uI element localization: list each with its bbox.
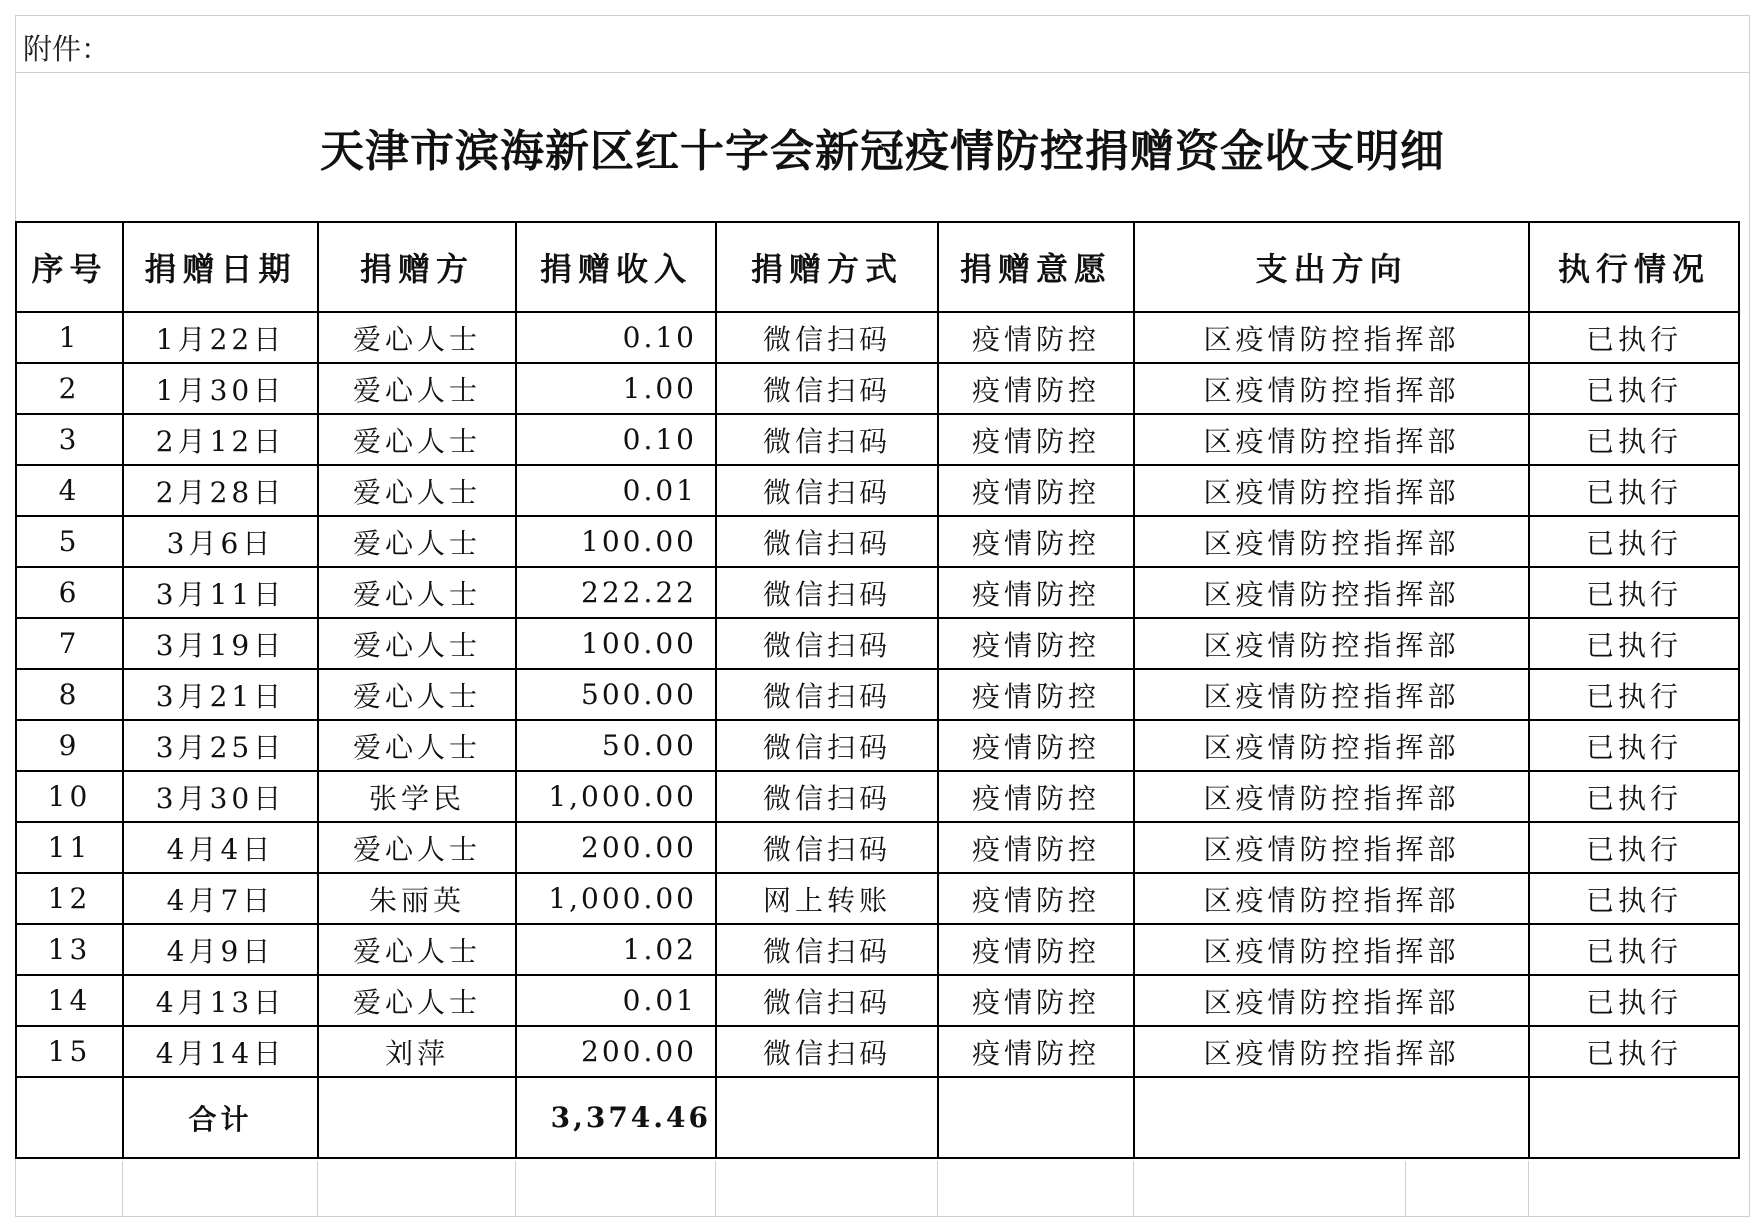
cell-intent: 疫情防控 xyxy=(938,975,1134,1026)
cell-no: 14 xyxy=(16,975,123,1026)
gridline xyxy=(317,1161,318,1216)
cell-donor: 爱心人士 xyxy=(318,312,516,363)
cell-intent: 疫情防控 xyxy=(938,363,1134,414)
cell-status: 已执行 xyxy=(1529,1026,1739,1077)
cell-no: 11 xyxy=(16,822,123,873)
table-row xyxy=(16,669,1739,720)
cell-amount: 50.00 xyxy=(516,720,716,771)
header-date: 捐赠日期 xyxy=(123,222,318,312)
table-row xyxy=(16,363,1739,414)
cell-direction: 区疫情防控指挥部 xyxy=(1134,822,1529,873)
cell-amount: 0.10 xyxy=(516,312,716,363)
cell-no: 12 xyxy=(16,873,123,924)
cell-intent: 疫情防控 xyxy=(938,312,1134,363)
donation-table xyxy=(15,221,1740,1159)
table-row xyxy=(16,1026,1739,1077)
cell-status: 已执行 xyxy=(1529,414,1739,465)
cell-direction: 区疫情防控指挥部 xyxy=(1134,465,1529,516)
cell-date: 3月30日 xyxy=(123,771,318,822)
cell-date: 4月14日 xyxy=(123,1026,318,1077)
cell-status: 已执行 xyxy=(1529,312,1739,363)
gridline xyxy=(715,1161,716,1216)
cell-amount: 1,000.00 xyxy=(516,771,716,822)
cell-no: 1 xyxy=(16,312,123,363)
cell-intent: 疫情防控 xyxy=(938,1026,1134,1077)
spreadsheet-sheet xyxy=(15,15,1750,1217)
cell-date: 3月11日 xyxy=(123,567,318,618)
table-row xyxy=(16,618,1739,669)
cell-direction: 区疫情防控指挥部 xyxy=(1134,975,1529,1026)
cell-status: 已执行 xyxy=(1529,669,1739,720)
table-row xyxy=(16,873,1739,924)
gridline xyxy=(515,1161,516,1216)
header-amount: 捐赠收入 xyxy=(516,222,716,312)
gridline xyxy=(15,1216,1750,1217)
cell-donor: 爱心人士 xyxy=(318,720,516,771)
cell-direction: 区疫情防控指挥部 xyxy=(1134,873,1529,924)
cell-amount: 0.01 xyxy=(516,975,716,1026)
table-row xyxy=(16,771,1739,822)
cell-method: 微信扫码 xyxy=(716,618,938,669)
cell-date: 1月22日 xyxy=(123,312,318,363)
cell-date: 4月7日 xyxy=(123,873,318,924)
cell-donor: 爱心人士 xyxy=(318,414,516,465)
cell-date: 2月12日 xyxy=(123,414,318,465)
cell-donor: 爱心人士 xyxy=(318,516,516,567)
cell-amount: 200.00 xyxy=(516,822,716,873)
cell-donor: 爱心人士 xyxy=(318,975,516,1026)
cell-intent: 疫情防控 xyxy=(938,567,1134,618)
cell-donor: 张学民 xyxy=(318,771,516,822)
cell-amount: 1.00 xyxy=(516,363,716,414)
cell-status: 已执行 xyxy=(1529,567,1739,618)
cell-no: 10 xyxy=(16,771,123,822)
total-amount: 3,374.46 xyxy=(516,1077,716,1158)
total-row xyxy=(16,1077,1739,1158)
cell-status: 已执行 xyxy=(1529,720,1739,771)
cell-date: 3月6日 xyxy=(123,516,318,567)
cell-direction: 区疫情防控指挥部 xyxy=(1134,669,1529,720)
cell-date: 3月19日 xyxy=(123,618,318,669)
cell-direction: 区疫情防控指挥部 xyxy=(1134,312,1529,363)
cell-status: 已执行 xyxy=(1529,822,1739,873)
cell-intent: 疫情防控 xyxy=(938,516,1134,567)
cell-intent: 疫情防控 xyxy=(938,465,1134,516)
gridline xyxy=(1133,1161,1134,1216)
cell-no: 13 xyxy=(16,924,123,975)
table-row xyxy=(16,567,1739,618)
table-row xyxy=(16,312,1739,363)
cell-method: 微信扫码 xyxy=(716,516,938,567)
cell-date: 4月13日 xyxy=(123,975,318,1026)
total-blank xyxy=(716,1077,938,1158)
cell-status: 已执行 xyxy=(1529,873,1739,924)
total-blank xyxy=(938,1077,1134,1158)
cell-no: 4 xyxy=(16,465,123,516)
cell-method: 微信扫码 xyxy=(716,720,938,771)
cell-no: 9 xyxy=(16,720,123,771)
table-row xyxy=(16,465,1739,516)
cell-donor: 爱心人士 xyxy=(318,618,516,669)
cell-amount: 100.00 xyxy=(516,618,716,669)
gridline xyxy=(937,1161,938,1216)
page-title: 天津市滨海新区红十字会新冠疫情防控捐赠资金收支明细 xyxy=(320,126,1445,177)
cell-no: 3 xyxy=(16,414,123,465)
header-donor: 捐赠方 xyxy=(318,222,516,312)
cell-method: 微信扫码 xyxy=(716,822,938,873)
cell-direction: 区疫情防控指挥部 xyxy=(1134,1026,1529,1077)
table-row xyxy=(16,924,1739,975)
cell-method: 微信扫码 xyxy=(716,924,938,975)
cell-date: 1月30日 xyxy=(123,363,318,414)
cell-method: 微信扫码 xyxy=(716,669,938,720)
cell-amount: 1.02 xyxy=(516,924,716,975)
cell-status: 已执行 xyxy=(1529,465,1739,516)
cell-direction: 区疫情防控指挥部 xyxy=(1134,771,1529,822)
cell-status: 已执行 xyxy=(1529,924,1739,975)
cell-intent: 疫情防控 xyxy=(938,669,1134,720)
cell-method: 微信扫码 xyxy=(716,975,938,1026)
table-row xyxy=(16,720,1739,771)
cell-date: 4月4日 xyxy=(123,822,318,873)
total-blank xyxy=(16,1077,123,1158)
cell-date: 2月28日 xyxy=(123,465,318,516)
cell-method: 微信扫码 xyxy=(716,1026,938,1077)
header-no: 序号 xyxy=(16,222,123,312)
cell-donor: 爱心人士 xyxy=(318,363,516,414)
cell-intent: 疫情防控 xyxy=(938,873,1134,924)
empty-sheet-row xyxy=(15,1161,1750,1216)
cell-donor: 爱心人士 xyxy=(318,924,516,975)
cell-intent: 疫情防控 xyxy=(938,822,1134,873)
header-intent: 捐赠意愿 xyxy=(938,222,1134,312)
cell-intent: 疫情防控 xyxy=(938,618,1134,669)
cell-amount: 0.01 xyxy=(516,465,716,516)
cell-donor: 刘萍 xyxy=(318,1026,516,1077)
cell-donor: 爱心人士 xyxy=(318,465,516,516)
cell-direction: 区疫情防控指挥部 xyxy=(1134,516,1529,567)
gridline xyxy=(15,15,1750,16)
cell-direction: 区疫情防控指挥部 xyxy=(1134,924,1529,975)
cell-method: 网上转账 xyxy=(716,873,938,924)
cell-direction: 区疫情防控指挥部 xyxy=(1134,414,1529,465)
cell-direction: 区疫情防控指挥部 xyxy=(1134,567,1529,618)
cell-intent: 疫情防控 xyxy=(938,720,1134,771)
cell-amount: 200.00 xyxy=(516,1026,716,1077)
attachment-label: 附件： xyxy=(23,32,111,66)
cell-no: 6 xyxy=(16,567,123,618)
cell-no: 8 xyxy=(16,669,123,720)
cell-method: 微信扫码 xyxy=(716,312,938,363)
cell-method: 微信扫码 xyxy=(716,414,938,465)
gridline xyxy=(122,1161,123,1216)
cell-status: 已执行 xyxy=(1529,618,1739,669)
cell-donor: 朱丽英 xyxy=(318,873,516,924)
cell-donor: 爱心人士 xyxy=(318,669,516,720)
gridline xyxy=(1528,1161,1529,1216)
header-status: 执行情况 xyxy=(1529,222,1739,312)
cell-direction: 区疫情防控指挥部 xyxy=(1134,720,1529,771)
cell-intent: 疫情防控 xyxy=(938,771,1134,822)
cell-amount: 0.10 xyxy=(516,414,716,465)
cell-no: 5 xyxy=(16,516,123,567)
cell-date: 3月25日 xyxy=(123,720,318,771)
gridline xyxy=(1405,1161,1406,1216)
total-blank xyxy=(318,1077,516,1158)
cell-intent: 疫情防控 xyxy=(938,414,1134,465)
cell-date: 4月9日 xyxy=(123,924,318,975)
cell-no: 2 xyxy=(16,363,123,414)
cell-donor: 爱心人士 xyxy=(318,822,516,873)
cell-status: 已执行 xyxy=(1529,771,1739,822)
cell-amount: 222.22 xyxy=(516,567,716,618)
table-row xyxy=(16,414,1739,465)
cell-amount: 1,000.00 xyxy=(516,873,716,924)
header-direction: 支出方向 xyxy=(1134,222,1529,312)
cell-date: 3月21日 xyxy=(123,669,318,720)
table-row xyxy=(16,516,1739,567)
cell-method: 微信扫码 xyxy=(716,771,938,822)
cell-no: 15 xyxy=(16,1026,123,1077)
table-row xyxy=(16,975,1739,1026)
cell-intent: 疫情防控 xyxy=(938,924,1134,975)
cell-method: 微信扫码 xyxy=(716,465,938,516)
cell-direction: 区疫情防控指挥部 xyxy=(1134,363,1529,414)
cell-status: 已执行 xyxy=(1529,363,1739,414)
cell-no: 7 xyxy=(16,618,123,669)
cell-status: 已执行 xyxy=(1529,516,1739,567)
total-label: 合计 xyxy=(123,1077,318,1158)
table-header-row xyxy=(16,222,1739,312)
table-row xyxy=(16,822,1739,873)
header-method: 捐赠方式 xyxy=(716,222,938,312)
cell-status: 已执行 xyxy=(1529,975,1739,1026)
cell-method: 微信扫码 xyxy=(716,567,938,618)
cell-direction: 区疫情防控指挥部 xyxy=(1134,618,1529,669)
total-blank xyxy=(1529,1077,1739,1158)
total-blank xyxy=(1134,1077,1529,1158)
cell-amount: 100.00 xyxy=(516,516,716,567)
cell-method: 微信扫码 xyxy=(716,363,938,414)
cell-donor: 爱心人士 xyxy=(318,567,516,618)
cell-amount: 500.00 xyxy=(516,669,716,720)
